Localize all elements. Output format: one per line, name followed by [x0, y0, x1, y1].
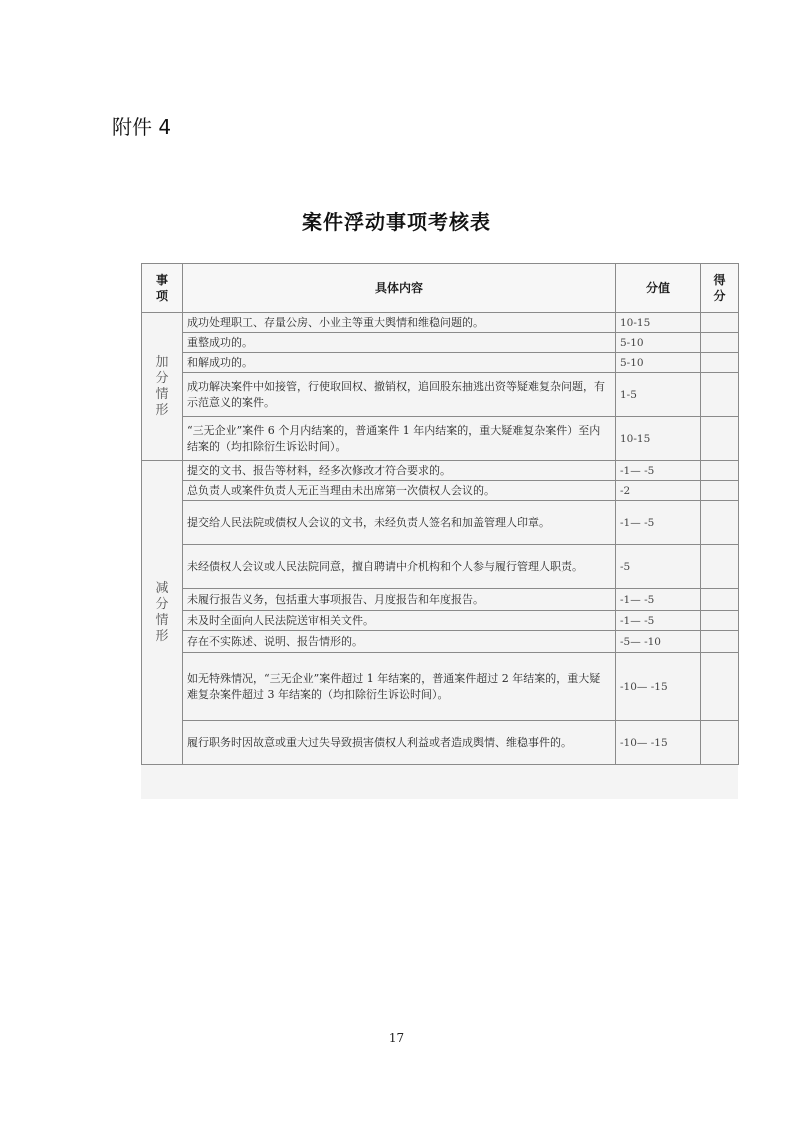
add-row-content: 成功解决案件中如接管，行使取回权、撤销权，追回股东抽逃出资等疑难复杂问题，有示范意义的案件。 — [183, 373, 616, 417]
add-category-char: 分 — [155, 370, 169, 386]
sub-row-content: 存在不实陈述、说明、报告情形的。 — [183, 631, 616, 653]
sub-row-content: 提交给人民法院或债权人会议的文书，未经负责人签名和加盖管理人印章。 — [183, 501, 616, 545]
sub-row-score: -1— -5 — [616, 611, 701, 631]
table-row — [142, 589, 739, 611]
table-row — [142, 313, 739, 333]
table-row — [142, 333, 739, 353]
header-score: 分值 — [616, 264, 701, 313]
sub-category-cell — [142, 461, 183, 765]
sub-row-score: -2 — [616, 481, 701, 501]
sub-row-content: 履行职务时因故意或重大过失导致损害债权人利益或者造成舆情、维稳事件的。 — [183, 721, 616, 765]
table-row — [142, 353, 739, 373]
table-row — [142, 653, 739, 721]
table-row — [142, 373, 739, 417]
sub-row-score: -5 — [616, 545, 701, 589]
sub-row-got-cell — [701, 611, 739, 631]
table-row — [142, 501, 739, 545]
add-category-char: 形 — [155, 402, 169, 418]
sub-row-content: 如无特殊情况，“三无企业”案件超过 1 年结案的，普通案件超过 2 年结案的，重大疑难复杂案件超过 3 年结案的（均扣除衍生诉讼时间）。 — [183, 653, 616, 721]
add-row-got-cell — [701, 313, 739, 333]
add-row-got-cell — [701, 333, 739, 353]
table-row — [142, 461, 739, 481]
header-got-char-1: 得 — [713, 273, 726, 287]
add-row-content: 成功处理职工、存量公房、小业主等重大舆情和维稳问题的。 — [183, 313, 616, 333]
header-got — [701, 264, 739, 313]
sub-row-got-cell — [701, 589, 739, 611]
table-row — [142, 481, 739, 501]
sub-row-got-cell — [701, 545, 739, 589]
sub-category-char: 情 — [155, 612, 169, 628]
table-header-row — [142, 264, 739, 313]
table-row — [142, 631, 739, 653]
sub-row-score: -1— -5 — [616, 589, 701, 611]
sub-row-got-cell — [701, 461, 739, 481]
header-item-char-1: 事 — [155, 273, 168, 287]
sub-row-score: -1— -5 — [616, 461, 701, 481]
header-item-char-2: 项 — [155, 289, 168, 303]
header-content: 具体内容 — [183, 264, 616, 313]
add-category-char: 加 — [155, 354, 169, 370]
sub-row-score: -1— -5 — [616, 501, 701, 545]
sub-row-score: -10— -15 — [616, 653, 701, 721]
add-row-score: 5-10 — [616, 333, 701, 353]
add-category-cell — [142, 313, 183, 461]
header-got-char-2: 分 — [713, 289, 726, 303]
sub-row-content: 未及时全面向人民法院送审相关文件。 — [183, 611, 616, 631]
header-item — [142, 264, 183, 313]
assessment-table — [141, 263, 739, 765]
add-row-got-cell — [701, 353, 739, 373]
sub-row-content: 总负责人或案件负责人无正当理由未出席第一次债权人会议的。 — [183, 481, 616, 501]
sub-category-char: 分 — [155, 596, 169, 612]
sub-category-char: 减 — [155, 580, 169, 596]
sub-row-content: 未经债权人会议或人民法院同意，擅自聘请中介机构和个人参与履行管理人职责。 — [183, 545, 616, 589]
table-row — [142, 721, 739, 765]
sub-row-got-cell — [701, 631, 739, 653]
table-row — [142, 545, 739, 589]
sub-row-got-cell — [701, 501, 739, 545]
sub-row-score: -5— -10 — [616, 631, 701, 653]
sub-category-char: 形 — [155, 628, 169, 644]
add-row-score: 10-15 — [616, 313, 701, 333]
sub-row-got-cell — [701, 481, 739, 501]
add-row-score: 1-5 — [616, 373, 701, 417]
add-row-score: 10-15 — [616, 417, 701, 461]
table-row — [142, 417, 739, 461]
table-row — [142, 611, 739, 631]
document-title: 案件浮动事项考核表 — [302, 210, 491, 234]
sub-row-content: 未履行报告义务，包括重大事项报告、月度报告和年度报告。 — [183, 589, 616, 611]
sub-row-got-cell — [701, 721, 739, 765]
page-number: 17 — [388, 1031, 405, 1045]
sub-row-content: 提交的文书、报告等材料，经多次修改才符合要求的。 — [183, 461, 616, 481]
add-row-content: 重整成功的。 — [183, 333, 616, 353]
add-category-char: 情 — [155, 386, 169, 402]
attachment-label: 附件 4 — [112, 115, 172, 139]
add-row-content: 和解成功的。 — [183, 353, 616, 373]
sub-row-got-cell — [701, 653, 739, 721]
sub-row-score: -10— -15 — [616, 721, 701, 765]
add-row-score: 5-10 — [616, 353, 701, 373]
add-row-got-cell — [701, 373, 739, 417]
add-row-content: “三无企业”案件 6 个月内结案的，普通案件 1 年内结案的，重大疑难复杂案件）至内结案的（均扣除衍生诉讼时间）。 — [183, 417, 616, 461]
add-row-got-cell — [701, 417, 739, 461]
